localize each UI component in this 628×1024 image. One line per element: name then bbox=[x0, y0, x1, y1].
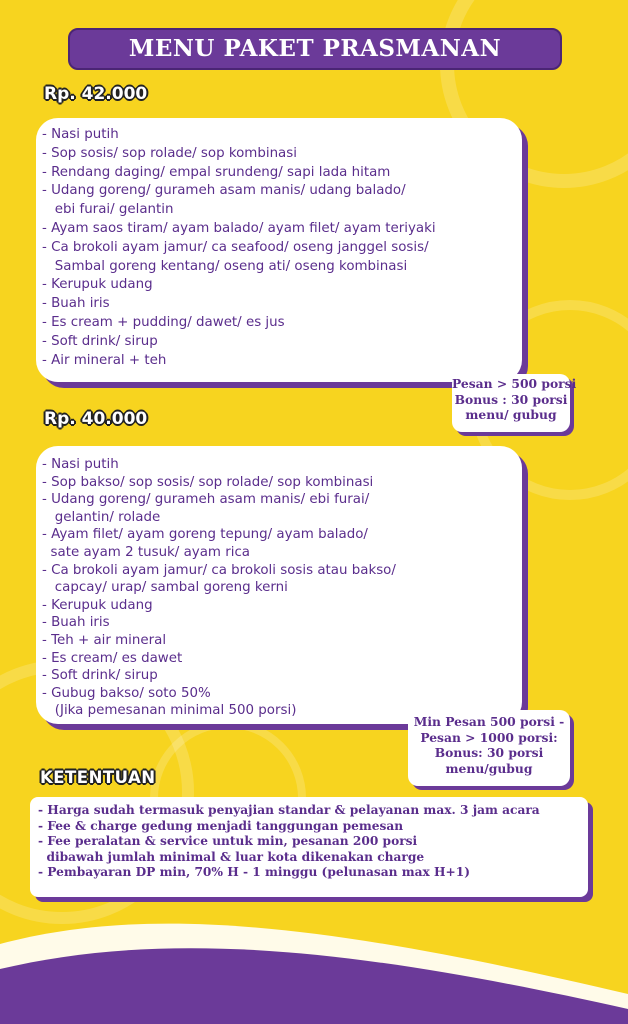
list-item: - Soft drink/ sirup bbox=[42, 333, 158, 349]
list-item: capcay/ urap/ sambal goreng kerni bbox=[42, 580, 288, 596]
list-item: - Udang goreng/ gurameh asam manis/ ebi furai/ bbox=[42, 492, 370, 508]
page-title: MENU PAKET PRASMANAN bbox=[68, 28, 562, 70]
list-item: Sambal goreng kentang/ oseng ati/ oseng kombinasi bbox=[42, 258, 408, 274]
price-label-package-2: Rp. 40.000 bbox=[44, 409, 148, 429]
list-item: - Nasi putih bbox=[42, 127, 119, 142]
note-line: Bonus : 30 porsi bbox=[454, 391, 568, 407]
terms-item: - Fee & charge gedung menjadi tanggungan pemesan bbox=[38, 818, 404, 833]
list-item: - Buah iris bbox=[42, 296, 110, 312]
note-line: menu/ gubug bbox=[465, 407, 557, 422]
terms-item: - Harga sudah termasuk penyajian standar & pelayanan max. 3 jam acara bbox=[38, 803, 540, 817]
terms-box bbox=[30, 797, 588, 897]
list-item: - Kerupuk udang bbox=[42, 597, 153, 613]
menu-box-package-2 bbox=[36, 446, 522, 724]
list-item: sate ayam 2 tusuk/ ayam rica bbox=[42, 544, 251, 560]
terms-item: dibawah jumlah minimal & luar kota dikenakan charge bbox=[38, 849, 425, 864]
list-item: ebi furai/ gelantin bbox=[42, 202, 174, 218]
list-item: - Ca brokoli ayam jamur/ ca brokoli sosis atau bakso/ bbox=[42, 562, 396, 578]
list-item: - Sop bakso/ sop sosis/ sop rolade/ sop kombinasi bbox=[42, 474, 374, 490]
note-line: Pesan > 1000 porsi: bbox=[420, 729, 558, 745]
note-line: Min Pesan 500 porsi - bbox=[413, 714, 565, 729]
list-item: - Sop sosis/ sop rolade/ sop kombinasi bbox=[42, 145, 297, 161]
list-item: - Udang goreng/ gurameh asam manis/ udang balado/ bbox=[42, 183, 406, 199]
list-item: - Ayam saos tiram/ ayam balado/ ayam filet/ ayam teriyaki bbox=[42, 220, 436, 236]
list-item: - Es cream + pudding/ dawet/ es jus bbox=[42, 314, 285, 330]
note-line: Pesan > 500 porsi bbox=[452, 376, 577, 391]
list-item: - Buah iris bbox=[42, 615, 110, 631]
price-label-package-1: Rp. 42.000 bbox=[44, 84, 148, 104]
list-item: - Es cream/ es dawet bbox=[42, 650, 183, 666]
list-item: - Rendang daging/ empal srundeng/ sapi lada hitam bbox=[42, 164, 391, 180]
list-item: - Soft drink/ sirup bbox=[42, 668, 158, 684]
menu-list-package-2 bbox=[36, 446, 522, 720]
note-line: menu/gubug bbox=[445, 760, 533, 776]
list-item: - Kerupuk udang bbox=[42, 277, 153, 293]
list-item: gelantin/ rolade bbox=[42, 509, 161, 525]
list-item: - Nasi putih bbox=[42, 457, 119, 472]
bonus-note-package-1 bbox=[452, 374, 577, 432]
list-item: - Ca brokoli ayam jamur/ ca seafood/ oseng janggel sosis/ bbox=[42, 239, 429, 255]
terms-item: - Fee peralatan & service untuk min, pesanan 200 porsi bbox=[38, 834, 418, 849]
menu-list-package-1 bbox=[36, 118, 522, 370]
bottom-wave-decoration bbox=[0, 884, 628, 1024]
list-item: - Gubug bakso/ soto 50% bbox=[42, 685, 211, 701]
terms-heading: KETENTUAN bbox=[40, 768, 156, 787]
terms-list bbox=[30, 797, 588, 881]
list-item: - Teh + air mineral bbox=[42, 632, 167, 648]
terms-item: - Pembayaran DP min, 70% H - 1 minggu (pelunasan max H+1) bbox=[38, 865, 470, 880]
note-line: Bonus: 30 porsi bbox=[434, 745, 544, 760]
menu-box-package-1 bbox=[36, 118, 522, 382]
list-item: (Jika pemesanan minimal 500 porsi) bbox=[42, 703, 297, 719]
bonus-note-package-2 bbox=[408, 710, 570, 786]
list-item: - Air mineral + teh bbox=[42, 352, 167, 368]
list-item: - Ayam filet/ ayam goreng tepung/ ayam balado/ bbox=[42, 527, 368, 543]
